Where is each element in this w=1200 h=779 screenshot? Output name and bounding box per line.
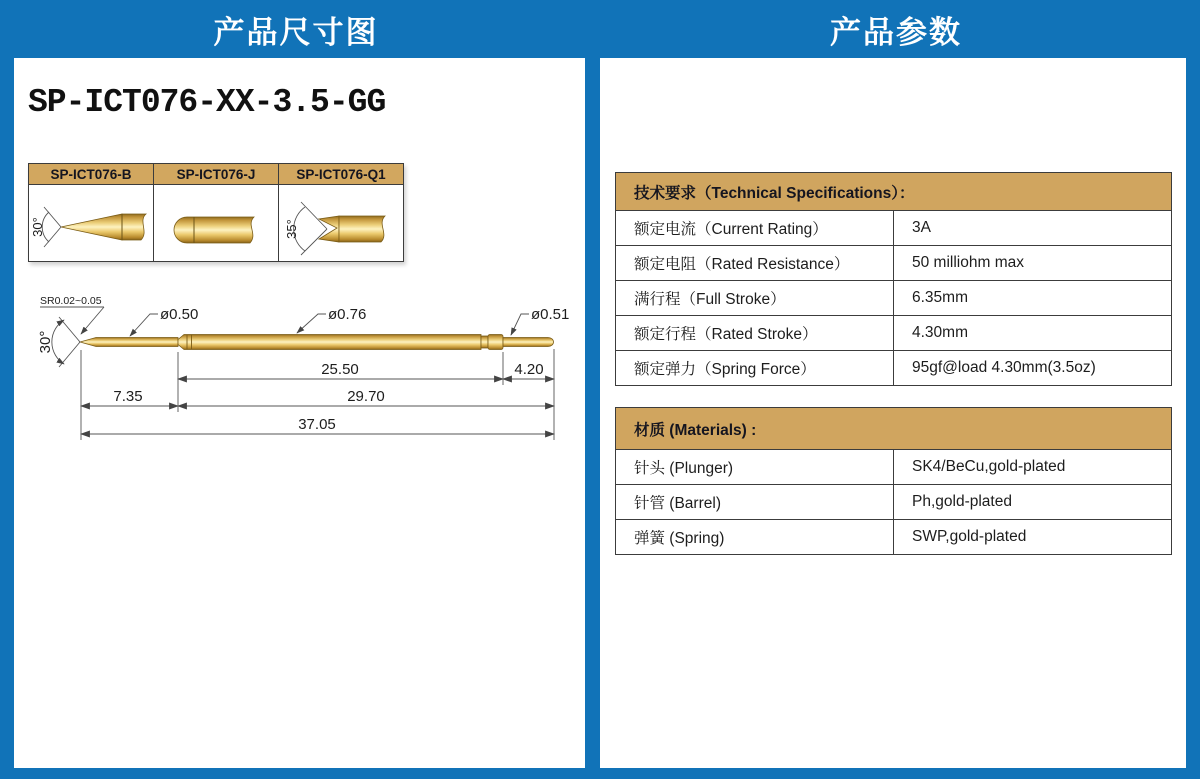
cone-angle-label: 30° [30, 217, 45, 237]
model-number: SP-ICT076-XX-3.5-GG [28, 84, 386, 121]
spec-label: 额定行程（Rated Stroke） [616, 316, 894, 351]
plunger-diameter-label: ø0.50 [160, 306, 199, 323]
dimension-panel [14, 58, 585, 768]
tip-styles-drawing-row [29, 185, 404, 262]
angle-lines [44, 207, 61, 247]
pin-dimension-drawing [14, 288, 585, 508]
tip-angle-label: 30° [37, 330, 54, 354]
barrel-tail-length-dim: 29.70 [347, 388, 385, 405]
table-row [616, 485, 1172, 520]
table-row [616, 520, 1172, 555]
tip-styles-table [28, 163, 404, 262]
tip-style-name-j: SP-ICT076-J [154, 164, 279, 185]
technical-specifications-table [615, 172, 1172, 386]
pin-side-view [80, 335, 554, 350]
tip-exposed-dim: 7.35 [113, 388, 143, 405]
table-row [616, 351, 1172, 386]
spec-value: 50 milliohm max [894, 246, 1172, 281]
material-label: 针管 (Barrel) [616, 485, 894, 520]
plunger-shape [80, 338, 178, 347]
tail-pin-shape [503, 338, 554, 347]
material-label: 针头 (Plunger) [616, 450, 894, 485]
crown-teeth-shape [319, 216, 339, 242]
right-panel-title: 产品参数 [830, 14, 962, 50]
parameters-panel [600, 58, 1186, 768]
spec-label: 额定电流（Current Rating） [616, 211, 894, 246]
spec-label: 额定弹力（Spring Force） [616, 351, 894, 386]
tip-style-name-b: SP-ICT076-B [29, 164, 154, 185]
spec-value: 3A [894, 211, 1172, 246]
angle-lines [301, 202, 327, 255]
round-tip-drawing [154, 185, 277, 261]
table-row [616, 246, 1172, 281]
crown-tip-drawing [279, 185, 402, 261]
tip-style-name-q1: SP-ICT076-Q1 [279, 164, 404, 185]
cone-tip-shape [61, 214, 122, 240]
crown-body-shape [339, 216, 385, 242]
table-row [616, 450, 1172, 485]
materials-table [615, 407, 1172, 555]
material-value: Ph,gold-plated [894, 485, 1172, 520]
spec-value: 95gf@load 4.30mm(3.5oz) [894, 351, 1172, 386]
tip-radius-label: SR0.02~0.05 [40, 295, 102, 307]
tip-styles-header-row [29, 164, 404, 185]
left-panel-title: 产品尺寸图 [213, 14, 379, 50]
material-label: 弹簧 (Spring) [616, 520, 894, 555]
tail-diameter-label: ø0.51 [531, 306, 570, 323]
material-value: SWP,gold-plated [894, 520, 1172, 555]
cone-tip-drawing [29, 185, 152, 261]
spec-label: 额定电阻（Rated Resistance） [616, 246, 894, 281]
barrel-shape [178, 335, 481, 350]
spec-value: 6.35mm [894, 281, 1172, 316]
barrel-groove [481, 336, 488, 348]
tail-length-dim: 4.20 [514, 361, 544, 378]
table-row [616, 281, 1172, 316]
barrel-collar [488, 335, 503, 350]
materials-table-header: 材质 (Materials) : [616, 408, 1172, 450]
header-band [0, 0, 1200, 58]
material-value: SK4/BeCu,gold-plated [894, 450, 1172, 485]
spec-label: 满行程（Full Stroke） [616, 281, 894, 316]
round-tip-shape [174, 217, 254, 243]
cone-body-shape [122, 214, 146, 240]
spec-value: 4.30mm [894, 316, 1172, 351]
crown-angle-label: 35° [284, 219, 299, 239]
table-row [616, 316, 1172, 351]
total-length-dim: 37.05 [298, 416, 336, 433]
tip-angle-lines [59, 317, 80, 367]
table-row [616, 211, 1172, 246]
specs-table-header: 技术要求（Technical Specifications）： [616, 173, 1172, 211]
barrel-diameter-label: ø0.76 [328, 306, 367, 323]
barrel-length-dim: 25.50 [321, 361, 359, 378]
